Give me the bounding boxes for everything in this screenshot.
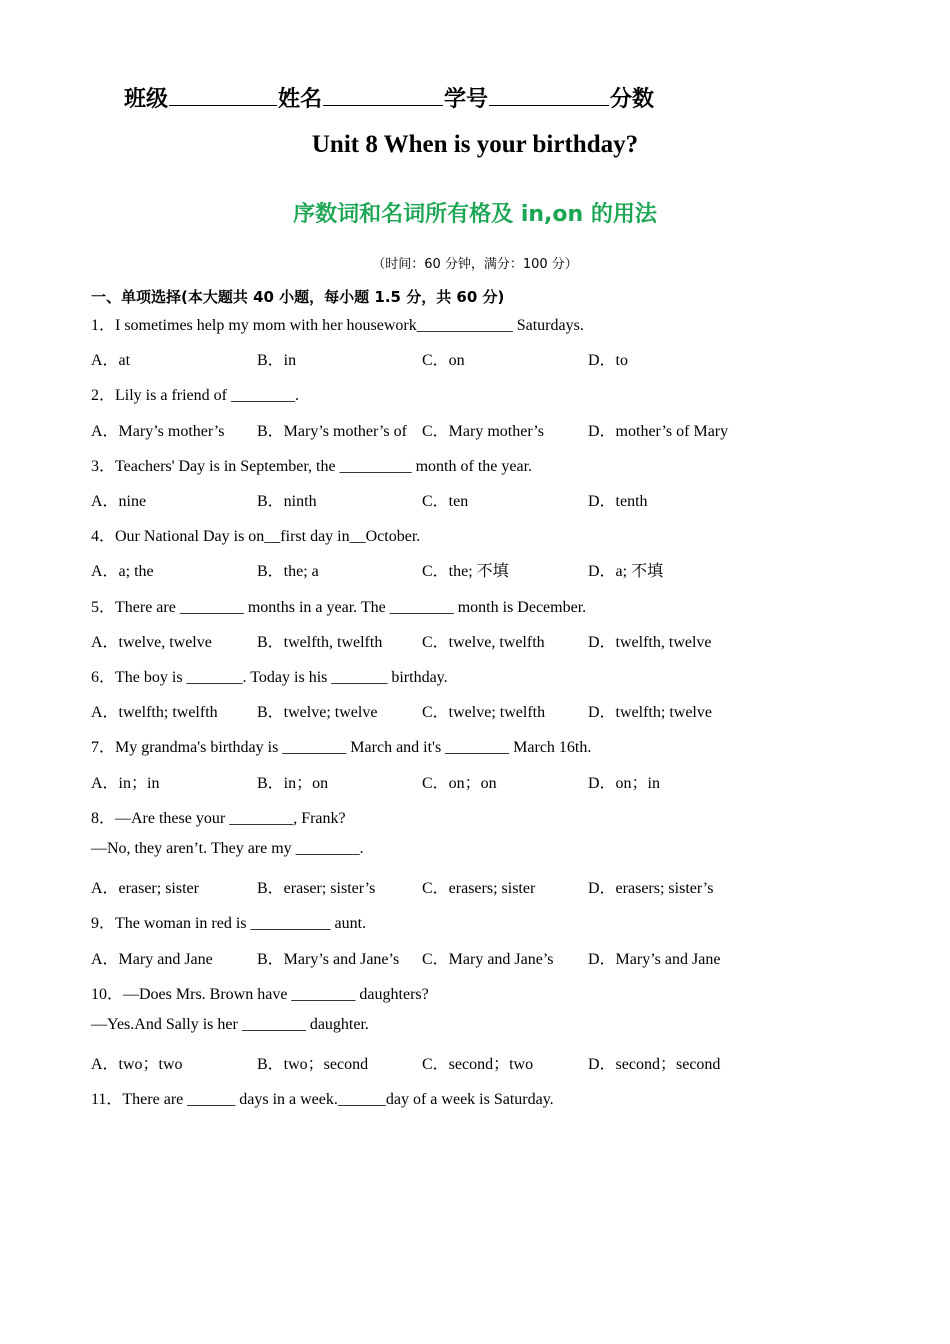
answer-option-b[interactable]: B．eraser; sister’s: [257, 880, 376, 898]
answer-option-c[interactable]: C．second；two: [422, 1056, 534, 1074]
answer-option-a[interactable]: A．Mary and Jane: [91, 950, 213, 968]
answer-option-a[interactable]: A．two；two: [91, 1056, 183, 1074]
answer-option-a[interactable]: A．twelve, twelve: [91, 633, 212, 651]
answer-option-a[interactable]: A．at: [91, 352, 131, 370]
answer-option-a[interactable]: A．nine: [91, 493, 147, 510]
answer-option-b[interactable]: B．the; a: [257, 563, 319, 581]
student-no-blank: [489, 85, 609, 106]
answer-option-b[interactable]: B．in；on: [257, 774, 329, 792]
name-label: 姓名: [278, 87, 323, 112]
answer-option-c[interactable]: C．twelve; twelfth: [422, 704, 546, 722]
question-stem: 4．Our National Day is on__first day in__October.: [91, 528, 421, 546]
section-heading: 一、单项选择(本大题共 40 小题，每小题 1.5 分，共 60 分): [91, 288, 505, 306]
answer-option-b[interactable]: B．Mary’s mother’s of: [257, 422, 407, 440]
question-dialogue-line: —Yes.And Sally is her ________ daughter.: [91, 1016, 369, 1033]
answer-option-b[interactable]: B．two；second: [257, 1056, 369, 1074]
question-stem: 7．My grandma's birthday is ________ March and it's ________ March 16th.: [91, 739, 592, 757]
score-label: 分数: [610, 87, 655, 112]
answer-option-d[interactable]: D．second；second: [588, 1056, 721, 1074]
answer-option-d[interactable]: D．to: [588, 352, 629, 370]
answer-option-d[interactable]: D．twelfth; twelve: [588, 704, 712, 722]
answer-option-a[interactable]: A．Mary’s mother’s: [91, 422, 225, 440]
question-stem: 3．Teachers' Day is in September, the _________ month of the year.: [91, 457, 533, 475]
answer-option-b[interactable]: B．in: [257, 352, 297, 370]
answer-option-c[interactable]: C．on: [422, 352, 465, 370]
name-blank: [323, 85, 443, 106]
student-info-line: [124, 82, 654, 113]
question-stem: 2．Lily is a friend of ________.: [91, 387, 299, 405]
answer-option-c[interactable]: C．twelve, twelfth: [422, 633, 545, 651]
answer-option-d[interactable]: D．Mary’s and Jane: [588, 950, 721, 968]
answer-option-c[interactable]: C．on；on: [422, 774, 497, 792]
answer-option-c[interactable]: C．the; 不填: [422, 563, 509, 581]
answer-option-c[interactable]: C．ten: [422, 493, 469, 510]
answer-option-a[interactable]: A．in；in: [91, 774, 160, 792]
answer-option-b[interactable]: B．twelve; twelve: [257, 704, 378, 722]
answer-option-a[interactable]: A．twelfth; twelfth: [91, 704, 218, 722]
question-stem: 5．There are ________ months in a year. The ________ month is December.: [91, 598, 587, 616]
class-label: 班级: [124, 87, 169, 112]
student-no-label: 学号: [444, 87, 489, 112]
answer-option-d[interactable]: D．on；in: [588, 774, 661, 792]
answer-option-d[interactable]: D．a; 不填: [588, 563, 664, 581]
page-title: Unit 8 When is your birthday?: [311, 131, 639, 158]
answer-option-d[interactable]: D．tenth: [588, 493, 648, 510]
question-stem: 8．—Are these your ________, Frank?: [91, 809, 346, 827]
answer-option-b[interactable]: B．Mary’s and Jane’s: [257, 950, 400, 968]
answer-option-a[interactable]: A．eraser; sister: [91, 880, 199, 898]
answer-option-c[interactable]: C．erasers; sister: [422, 880, 536, 898]
class-blank: [169, 85, 277, 106]
page-subtitle: 序数词和名词所有格及 in,on 的用法: [293, 202, 657, 227]
answer-option-a[interactable]: A．a; the: [91, 563, 154, 581]
question-stem: 6．The boy is _______. Today is his _______ birthday.: [91, 669, 448, 686]
question-stem: 10．—Does Mrs. Brown have ________ daughters?: [91, 985, 429, 1003]
question-stem: 1．I sometimes help my mom with her housework____________ Saturdays.: [91, 317, 584, 334]
time-note: （时间：60 分钟，满分：100 分）: [372, 257, 578, 272]
question-dialogue-line: —No, they aren’t. They are my ________.: [91, 840, 364, 857]
question-stem: 11．There are ______ days in a week.______day of a week is Saturday.: [91, 1091, 554, 1109]
answer-option-b[interactable]: B．ninth: [257, 493, 317, 510]
question-stem: 9．The woman in red is __________ aunt.: [91, 915, 367, 933]
answer-option-d[interactable]: D．twelfth, twelve: [588, 633, 712, 651]
answer-option-b[interactable]: B．twelfth, twelfth: [257, 633, 383, 651]
answer-option-c[interactable]: C．Mary mother’s: [422, 422, 544, 440]
answer-option-c[interactable]: C．Mary and Jane’s: [422, 950, 554, 968]
answer-option-d[interactable]: D．erasers; sister’s: [588, 880, 714, 898]
answer-option-d[interactable]: D．mother’s of Mary: [588, 422, 729, 440]
